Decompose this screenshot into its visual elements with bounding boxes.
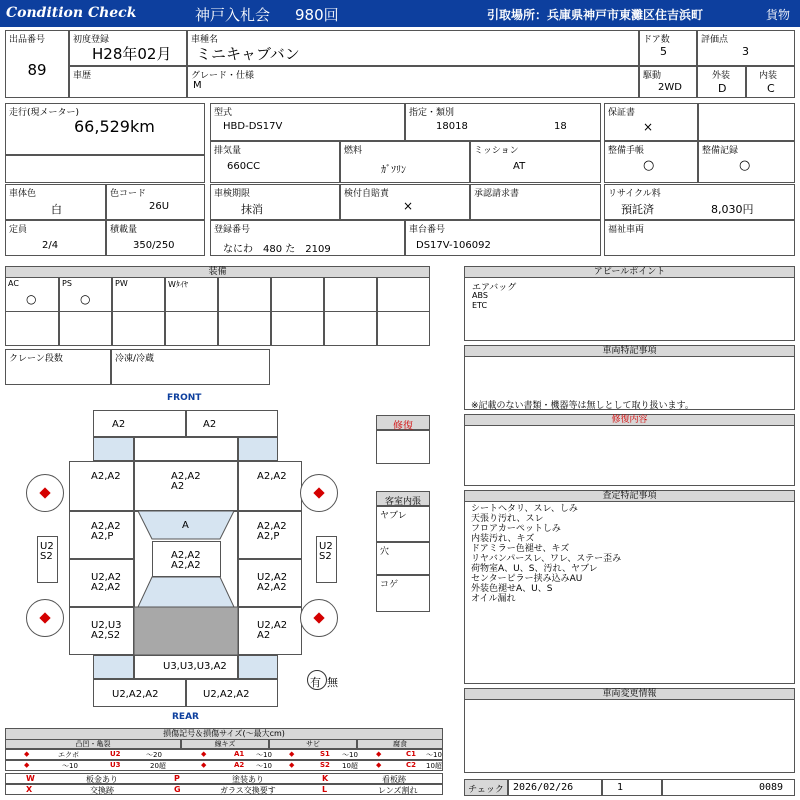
cargo-area [134, 607, 238, 655]
legend-cell: ～10 [256, 762, 272, 770]
cell-text: A2,A2 [91, 471, 121, 482]
auction-count: 980回 [295, 6, 339, 24]
special-box [464, 356, 795, 410]
color-code-label: 色コード [110, 189, 147, 199]
designation-value1: 18018 [436, 121, 468, 132]
color-code-box [106, 184, 205, 220]
code-row-1 [5, 773, 443, 784]
welfare-box [604, 220, 795, 256]
legend-cell: 10超 [426, 762, 442, 770]
recycle-amount: 8,030円 [711, 203, 754, 216]
capacity-label: 定員 [9, 225, 28, 235]
wheel-fr [300, 474, 338, 512]
maint-record-box [698, 141, 795, 183]
grade-box [187, 66, 639, 98]
wheel-fl [26, 474, 64, 512]
equipment-grid [5, 277, 430, 346]
history-label: 車歴 [73, 71, 92, 81]
equip-blank-7 [112, 311, 165, 346]
legend-row-1 [5, 749, 443, 760]
legend-cell: U2 [110, 750, 121, 758]
first-reg-label: 初度登録 [73, 35, 110, 45]
legend-cell: S1 [320, 750, 330, 758]
mission-label: ミッション [474, 146, 519, 156]
approval-label: 承認請求書 [474, 189, 520, 199]
cabin-item-label: ヤブレ [380, 511, 407, 521]
cell-text: A2,A2 [257, 521, 287, 532]
inspect-item: リヤバンパースレ、ワレ、ステー歪み [471, 554, 622, 564]
diamond-icon: ◆ [201, 761, 207, 769]
displacement-value: 660CC [227, 161, 261, 172]
legend-cell: エクボ [58, 751, 79, 759]
cell-text: U2 [319, 541, 333, 552]
equip-ps [59, 277, 112, 312]
cabin-shapes [134, 511, 238, 655]
car-name-label: 車種名 [191, 35, 219, 45]
cell-text: A2,A2 [171, 560, 201, 571]
self-ins-label: 検付自賠責 [344, 189, 390, 199]
legend-cell: ～10 [342, 751, 358, 759]
history-box [69, 66, 187, 98]
doors-box [639, 30, 697, 66]
legend-groups [5, 739, 443, 749]
wheel-rl [26, 599, 64, 637]
wheel-marker-icon [313, 612, 324, 623]
rear-bumper-right [186, 679, 278, 707]
mileage-sub-box [5, 155, 205, 183]
inspect-item: 内装汚れ、キズ [471, 534, 535, 544]
crane-box [5, 349, 111, 385]
diamond-icon: ◆ [289, 761, 295, 769]
wheel-marker-icon [39, 487, 50, 498]
cell-text: A2,S2 [91, 630, 121, 641]
door-rr [238, 559, 302, 607]
legend-group: 凸凹・亀裂 [5, 739, 181, 749]
rating-label: 評価点 [701, 35, 729, 45]
cell-text: A2 [203, 419, 217, 430]
lot-number-box [5, 30, 69, 98]
code-text: 看板跡 [382, 775, 406, 784]
equip-wtire [165, 277, 218, 312]
maint-record-value: ○ [739, 158, 751, 173]
code-text: 塗装あり [232, 775, 264, 784]
cell-text: U2,A2,A2 [203, 689, 250, 700]
cell-text: A2,P [91, 531, 114, 542]
designation-box [405, 103, 601, 141]
rear-bumper-left [93, 679, 186, 707]
cell-text: U2,A2,A2 [112, 689, 159, 700]
model-value: HBD-DS17V [223, 121, 283, 132]
appeal-item: ABS [472, 291, 488, 300]
doors-label: ドア数 [643, 35, 670, 45]
fender-fl [69, 461, 134, 511]
repair-content-label: 修復内容 [611, 415, 648, 425]
doors-value: 5 [660, 45, 667, 58]
load-value: 350/250 [133, 240, 175, 251]
warranty-box [604, 103, 698, 141]
self-ins-box [340, 184, 470, 220]
legend-cell: C1 [406, 750, 417, 758]
cell-text: U2,A2 [257, 572, 288, 583]
drive-label: 駆動 [643, 71, 662, 81]
plate-value: なにわ 480 た 2109 [223, 244, 331, 255]
self-ins-value: × [403, 199, 414, 213]
code-text: ガラス交換要す [220, 786, 276, 795]
code-text: レンズ割れ [378, 786, 418, 795]
cell-text: A2,A2 [91, 521, 121, 532]
inspect-item: シートヘタリ、スレ、しみ [471, 504, 578, 514]
quarter-rl [69, 607, 134, 655]
cell-text: A2,A2 [91, 582, 121, 593]
lot-number-value: 89 [27, 61, 47, 79]
diamond-icon: ◆ [289, 750, 295, 758]
load-label: 積載量 [110, 225, 138, 235]
equip-blank-1 [218, 277, 271, 312]
code-letter: P [174, 774, 180, 783]
check-label: チェック [468, 785, 504, 795]
spare-have: 有 [310, 676, 321, 689]
displacement-label: 排気量 [214, 146, 242, 156]
rear-gate [134, 655, 238, 679]
door-fr [238, 511, 302, 559]
recycle-status: 預託済 [621, 203, 654, 216]
fridge-label: 冷凍/冷蔵 [115, 354, 155, 364]
cell-text: A2 [112, 419, 126, 430]
inspection-value: 抹消 [241, 203, 263, 216]
equip-ac-label: AC [8, 279, 19, 288]
capacity-value: 2/4 [42, 240, 59, 251]
cell-text: A2,P [257, 531, 280, 542]
spare-none: 無 [327, 676, 338, 689]
first-reg-box [69, 30, 187, 66]
fender-fr [238, 461, 302, 511]
inspect-title: 査定特記事項 [464, 490, 795, 502]
auction-name: 神戸入札会 [195, 6, 271, 24]
exterior-box [697, 66, 746, 98]
equip-ps-label: PS [62, 279, 72, 288]
inspect-item: ドアミラー色褪せ、キズ [471, 544, 570, 554]
special-note: ※記載のない書類・機器等は無しとして取り扱います。 [471, 401, 694, 411]
recycle-box [604, 184, 795, 220]
welfare-label: 福祉車両 [608, 225, 645, 235]
door-rl [69, 559, 134, 607]
legend-cell: U3 [110, 761, 121, 769]
code-letter: X [26, 785, 33, 794]
cell-text: S2 [40, 551, 53, 562]
appeal-title: アピールポイント [464, 266, 795, 278]
diamond-icon: ◆ [24, 750, 30, 758]
cell-text: A2,A2 [257, 582, 287, 593]
brand-title: Condition Check [6, 5, 137, 21]
code-text: 交換跡 [90, 786, 114, 795]
drive-value: 2WD [658, 82, 682, 93]
designation-label: 指定・類別 [409, 108, 455, 118]
vehicle-type: 貨物 [766, 8, 791, 22]
check-label-box [464, 779, 508, 796]
code-letter: W [26, 774, 35, 783]
equip-blank-3 [324, 277, 377, 312]
interior-value: C [767, 82, 775, 95]
maint-record-label: 整備記録 [702, 146, 739, 156]
maint-book-label: 整備手帳 [608, 146, 645, 156]
legend-cell: ～10 [256, 751, 272, 759]
grille [134, 437, 238, 461]
mission-box [470, 141, 601, 183]
cell-text: U2,A2 [91, 572, 122, 583]
legend-group: サビ [269, 739, 357, 749]
crane-label: クレーン段数 [9, 354, 63, 364]
displacement-box [210, 141, 340, 183]
equip-blank-8 [165, 311, 218, 346]
legend-group: 線キズ [181, 739, 269, 749]
designation-value2: 18 [554, 121, 567, 132]
rear-window-shape [138, 577, 234, 607]
maint-book-box [604, 141, 698, 183]
pickup-location: 引取場所：兵庫県神戸市東灘区住吉浜町 [487, 8, 704, 22]
legend-codes [5, 773, 443, 795]
equip-ac-value: ○ [26, 292, 37, 306]
model-label: 型式 [214, 108, 233, 118]
interior-box [746, 66, 795, 98]
cell-text: A2,A2 [171, 471, 201, 482]
appeal-item: エアバッグ [472, 283, 517, 293]
legend-cell: ～10 [426, 751, 442, 759]
legend-cell: C2 [406, 761, 417, 769]
side-step-left [37, 536, 58, 583]
body-color-box [5, 184, 106, 220]
cabin-label: 客室内張 [384, 497, 421, 507]
chassis-label: 車台番号 [409, 225, 446, 235]
cell-text: A2 [257, 630, 271, 641]
legend-row-2 [5, 760, 443, 771]
header-bar [0, 0, 800, 27]
first-reg-value: H28年02月 [92, 45, 172, 63]
body-color-value: 白 [51, 203, 62, 216]
headlight-left [93, 437, 134, 461]
cabin-item-1 [376, 542, 430, 575]
repair-content-box [464, 425, 795, 486]
color-code-value: 26U [149, 201, 170, 212]
cabin-item-2 [376, 575, 430, 612]
taillight-right [238, 655, 278, 679]
code-letter: L [322, 785, 328, 794]
cabin-header [376, 491, 430, 506]
equip-blank-5 [5, 311, 59, 346]
inspect-box [464, 501, 795, 684]
diamond-icon: ◆ [201, 750, 207, 758]
inspect-list [471, 504, 621, 604]
grade-value: M [193, 80, 202, 91]
legend-cell: ～10 [62, 762, 78, 770]
inspect-item: 外装色褪せA、U、S [471, 584, 553, 594]
mileage-label: 走行(現メーター) [9, 108, 80, 118]
cell-text: S2 [319, 551, 332, 562]
car-name-value: ミニキャブバン [196, 45, 300, 63]
quarter-rr [238, 607, 302, 655]
spare-tire [302, 664, 336, 698]
model-box [210, 103, 405, 141]
exterior-value: D [718, 82, 727, 95]
inspect-item: センターピラー挟み込みAU [471, 574, 583, 584]
legend-cell: S2 [320, 761, 330, 769]
warranty-value: × [643, 120, 654, 134]
cabin-item-0 [376, 506, 430, 542]
equip-wtire-label: Wﾀｲﾔ [168, 280, 188, 289]
cell-text: U2 [40, 541, 54, 552]
mileage-box [5, 103, 205, 155]
diamond-icon: ◆ [376, 761, 382, 769]
drive-box [639, 66, 697, 98]
legend-cell: A1 [234, 750, 245, 758]
hood [134, 461, 238, 511]
wheel-rr [300, 599, 338, 637]
cell-text: U2,A2 [257, 620, 288, 631]
equip-blank-12 [377, 311, 430, 346]
special-title: 車両特記事項 [464, 345, 795, 357]
rating-value: 3 [742, 45, 749, 58]
approval-box [470, 184, 601, 220]
chassis-value: DS17V-106092 [416, 240, 491, 251]
capacity-box [5, 220, 106, 256]
legend-cell: ～20 [146, 751, 162, 759]
inspect-item: 荷物室A、U、S、汚れ、ヤブレ [471, 564, 598, 574]
appeal-box [464, 277, 795, 341]
side-step-right [316, 536, 337, 583]
equip-pw [112, 277, 165, 312]
equip-ps-value: ○ [80, 292, 91, 306]
equip-blank-9 [218, 311, 271, 346]
rating-box [697, 30, 795, 66]
inspect-item: フロアカーペットしみ [471, 524, 561, 534]
inspect-item: 天張り汚れ、スレ [471, 514, 544, 524]
code-text: 板金あり [86, 775, 118, 784]
legend-cell: 20超 [150, 762, 166, 770]
check-num-box [602, 779, 662, 796]
equip-blank-11 [324, 311, 377, 346]
interior-label: 内装 [759, 71, 778, 81]
check-code-box [662, 779, 795, 796]
code-letter: G [174, 785, 181, 794]
cell-text: A2,A2 [257, 471, 287, 482]
code-row-2 [5, 784, 443, 795]
equip-ac [5, 277, 59, 312]
cabin-item-label: 穴 [380, 547, 390, 557]
legend-title: 損傷記号＆損傷サイズ(～最大cm) [5, 728, 443, 740]
check-code: 0089 [759, 782, 784, 793]
legend-cell: A2 [234, 761, 245, 769]
mileage-value: 66,529km [74, 117, 155, 136]
cell-text: U3,U3,U3,A2 [163, 661, 227, 672]
equip-blank-4 [377, 277, 430, 312]
check-date: 2026/02/26 [513, 782, 574, 793]
cell-text: U2,U3 [91, 620, 122, 631]
cabin-item-label: コゲ [380, 580, 399, 590]
diamond-icon: ◆ [376, 750, 382, 758]
exterior-label: 外装 [712, 71, 731, 81]
check-date-box [508, 779, 602, 796]
windshield-text: A [182, 520, 189, 531]
equip-pw-label: PW [115, 279, 128, 288]
legend-cell: 10超 [342, 762, 358, 770]
repair-box [376, 430, 430, 464]
fuel-box [340, 141, 470, 183]
equip-blank-6 [59, 311, 112, 346]
code-letter: K [322, 774, 329, 783]
front-label: FRONT [167, 393, 202, 403]
fridge-box [111, 349, 270, 385]
changes-box [464, 699, 795, 773]
plate-label: 登録番号 [214, 225, 251, 235]
inspection-box [210, 184, 340, 220]
recycle-label: リサイクル料 [608, 189, 661, 199]
front-bumper-right [186, 410, 278, 437]
legend-rows [5, 749, 443, 771]
mission-value: AT [513, 161, 526, 172]
body-color-label: 車体色 [9, 189, 37, 199]
wheel-marker-icon [39, 612, 50, 623]
cell-text: A2,A2 [171, 550, 201, 561]
load-box [106, 220, 205, 256]
inspection-label: 車検期限 [214, 189, 251, 199]
cell-text: A2 [171, 481, 185, 492]
repair-header [376, 415, 430, 430]
check-num: 1 [617, 782, 624, 793]
lot-number-label: 出品番号 [9, 35, 46, 45]
car-name-box [187, 30, 639, 66]
fuel-value: ｶﾞｿﾘﾝ [381, 165, 406, 176]
equipment-title: 装備 [5, 266, 430, 278]
equip-blank-10 [271, 311, 324, 346]
maint-book-value: ○ [643, 158, 655, 173]
chassis-box [405, 220, 601, 256]
rear-label: REAR [172, 712, 199, 722]
plate-box [210, 220, 405, 256]
taillight-left [93, 655, 134, 679]
equip-blank-2 [271, 277, 324, 312]
diamond-icon: ◆ [24, 761, 30, 769]
inspect-item: オイル漏れ [471, 594, 516, 604]
repair-label: 修復 [393, 421, 413, 432]
wheel-marker-icon [313, 487, 324, 498]
warranty-label: 保証書 [608, 108, 636, 118]
roof [152, 541, 221, 577]
warranty-blank-box [698, 103, 795, 141]
fuel-label: 燃料 [344, 146, 363, 156]
grade-label: グレード・仕様 [191, 71, 255, 81]
front-bumper-left [93, 410, 186, 437]
headlight-right [238, 437, 278, 461]
legend-group: 腐食 [357, 739, 443, 749]
door-fl [69, 511, 134, 559]
changes-title: 車両変更情報 [464, 688, 795, 700]
appeal-item: ETC [472, 301, 488, 310]
